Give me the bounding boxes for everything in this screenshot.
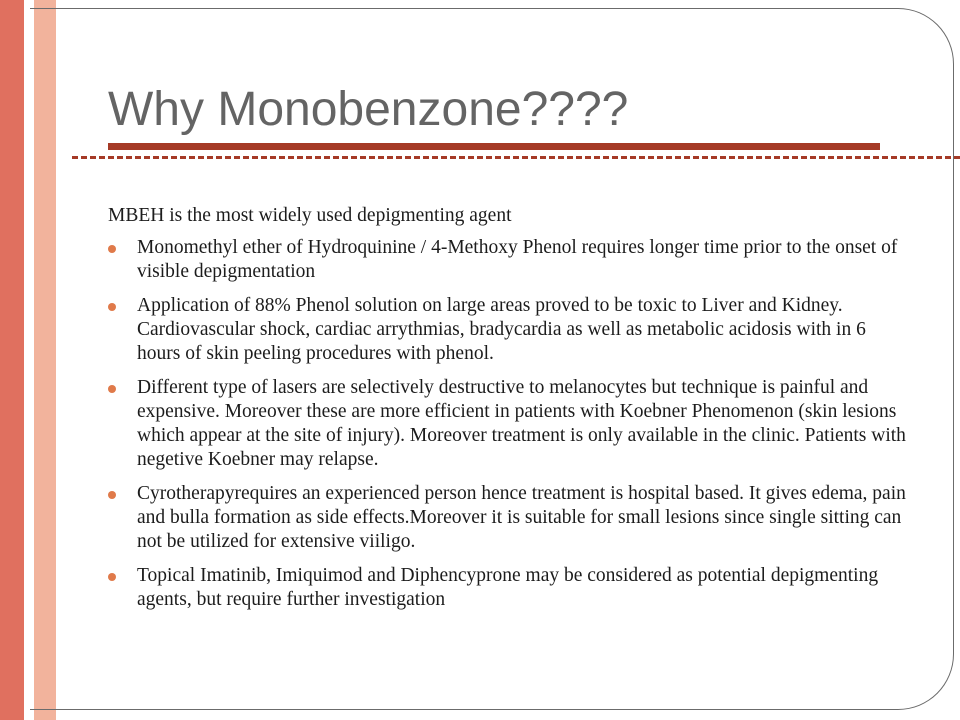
left-accent-bar-dark	[0, 0, 24, 720]
bullet-list	[108, 236, 908, 612]
title-dashed-rule	[72, 156, 960, 159]
bullet-text: Different type of lasers are selectively destructive to melanocytes but technique is painful and expensive. Moreover these are more efficient in patients with Koebner Phenomenon (skin lesions which appear at the site of injury). Moreover treatment is only available in the clinic. Patients with negetive Koebner may relapse.	[137, 377, 906, 470]
lead-text: MBEH is the most widely used depigmenting agent	[108, 205, 512, 226]
bullet-text: Topical Imatinib, Imiquimod and Diphencyprone may be considered as potential depigmenting agents, but require further investigation	[137, 565, 879, 610]
bullet-text: Cyrotherapyrequires an experienced person hence treatment is hospital based. It gives edema, pain and bulla formation as side effects.Moreover it is suitable for small lesions since single sitting can not be utilized for extensive viiligo.	[137, 483, 906, 552]
bullet-text: Monomethyl ether of Hydroquinine / 4-Methoxy Phenol requires longer time prior to the onset of visible depigmentation	[137, 237, 898, 282]
slide-body	[108, 204, 908, 622]
bullet-text: Application of 88% Phenol solution on large areas proved to be toxic to Liver and Kidney. Cardiovascular shock, cardiac arrythmias, bradycardia as well as metabolic acidosis with in 6 hours of skin peeling procedures with phenol.	[137, 295, 866, 364]
bullet-item	[108, 482, 908, 554]
bullet-dot-icon	[108, 245, 116, 253]
bullet-dot-icon	[108, 491, 116, 499]
bullet-dot-icon	[108, 303, 116, 311]
bullet-item	[108, 236, 908, 284]
slide-title: Why Monobenzone????	[108, 83, 629, 136]
bullet-dot-icon	[108, 385, 116, 393]
bullet-dot-icon	[108, 573, 116, 581]
title-underline	[108, 143, 880, 150]
bullet-item	[108, 564, 908, 612]
bullet-item	[108, 376, 908, 472]
bullet-item	[108, 294, 908, 366]
